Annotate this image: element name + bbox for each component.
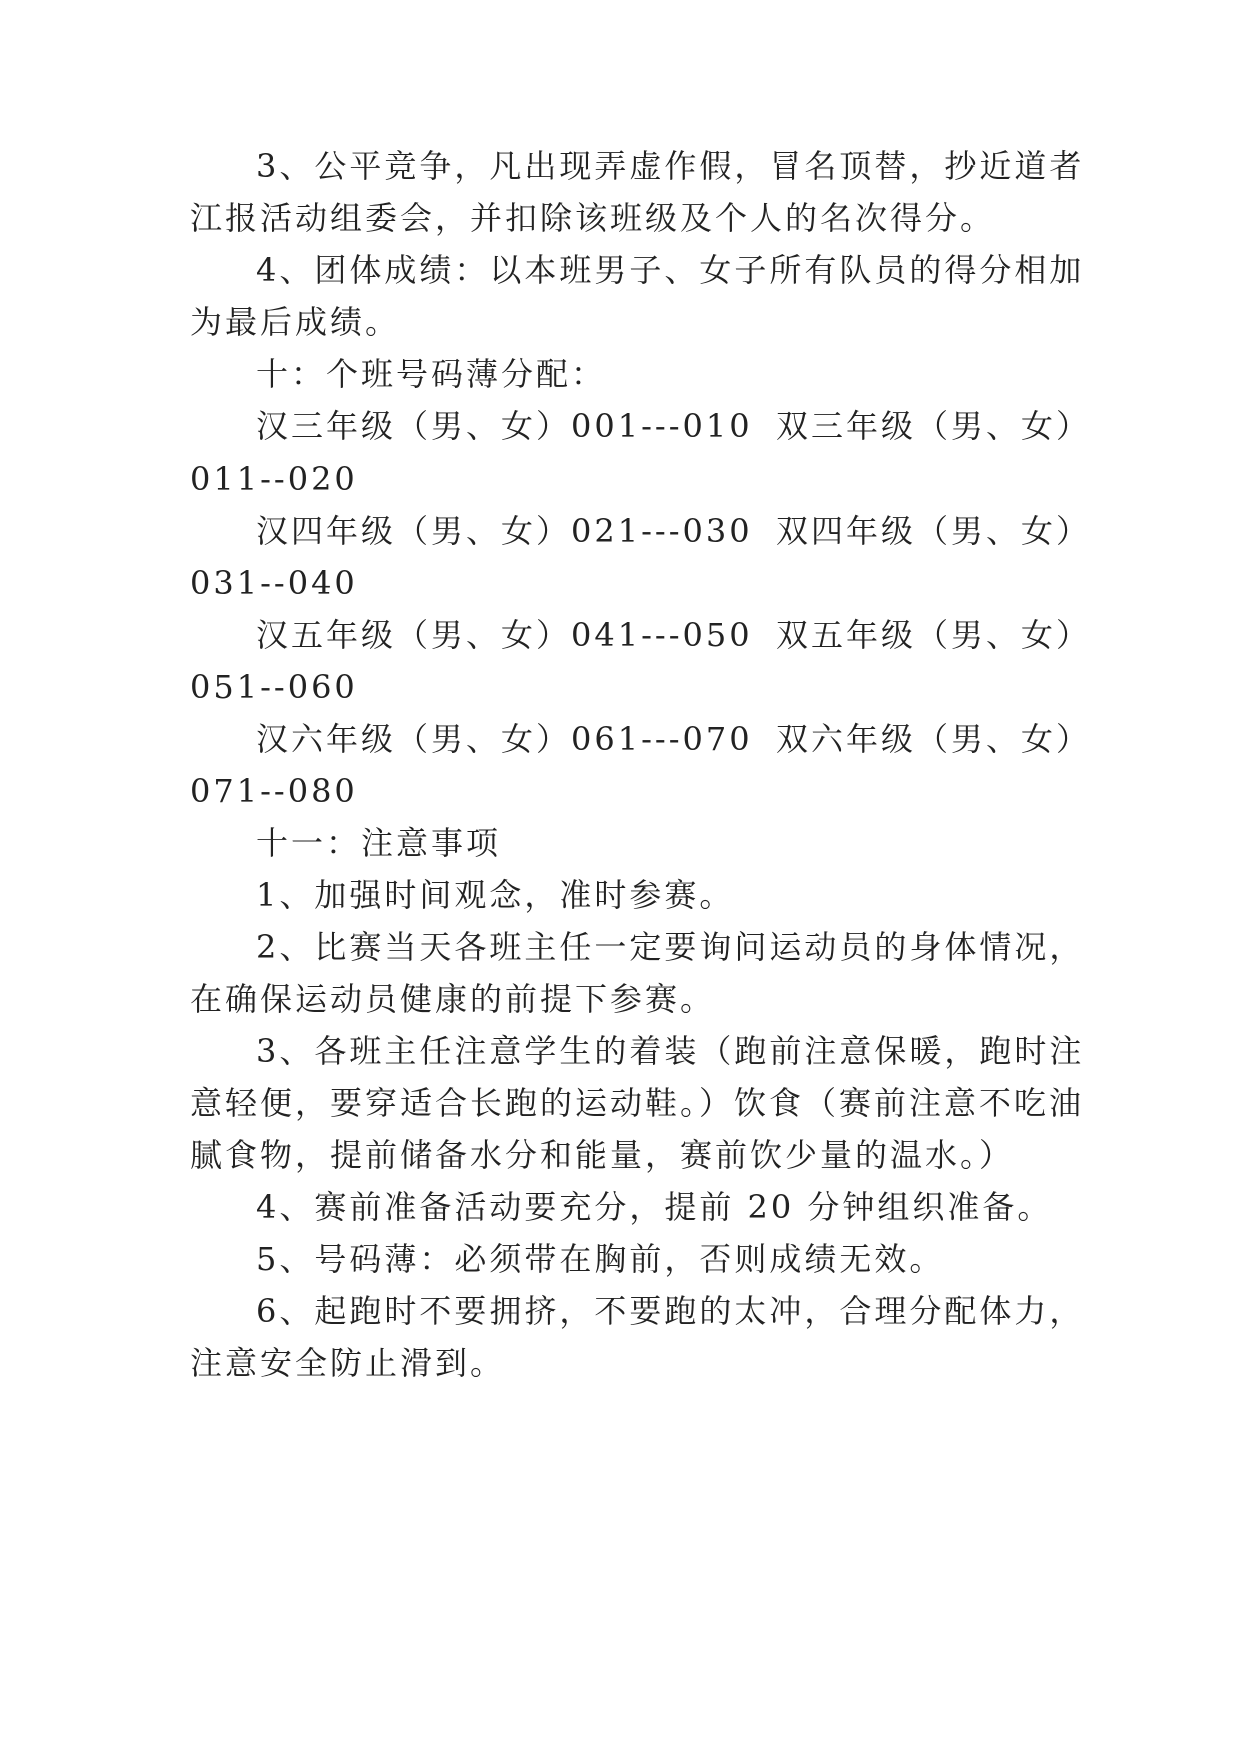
rule-3-line-1: 3、公平竞争，凡出现弄虚作假，冒名顶替，抄近道者 — [256, 147, 1085, 185]
shuang-grade-3: 双三年级（男、女） — [776, 407, 1092, 445]
note-3-line-1: 3、各班主任注意学生的着装（跑前注意保暖，跑时注 — [256, 1032, 1085, 1070]
section-11-heading: 十一：注意事项 — [256, 824, 502, 862]
han-grade-5: 汉五年级（男、女）041---050 — [256, 616, 753, 654]
note-3-line-3: 腻食物，提前储备水分和能量，赛前饮少量的温水。） — [190, 1136, 1015, 1174]
number-range-grade-4: 031--040 — [190, 564, 358, 602]
number-row-grade-6 — [256, 717, 1146, 761]
han-grade-3: 汉三年级（男、女）001---010 — [256, 407, 753, 445]
shuang-grade-4: 双四年级（男、女） — [776, 512, 1092, 550]
note-6-line-1: 6、起跑时不要拥挤，不要跑的太冲，合理分配体力， — [256, 1292, 1085, 1330]
number-row-grade-4 — [256, 509, 1146, 553]
note-5: 5、号码薄：必须带在胸前，否则成绩无效。 — [256, 1240, 945, 1278]
shuang-grade-5: 双五年级（男、女） — [776, 616, 1092, 654]
han-grade-4: 汉四年级（男、女）021---030 — [256, 512, 753, 550]
rule-3-line-2: 江报活动组委会，并扣除该班级及个人的名次得分。 — [190, 199, 996, 237]
number-range-grade-3: 011--020 — [190, 460, 358, 498]
note-2-line-1: 2、比赛当天各班主任一定要询问运动员的身体情况， — [256, 928, 1085, 966]
section-10-heading: 十：个班号码薄分配： — [256, 355, 607, 393]
note-4: 4、赛前准备活动要充分，提前 20 分钟组织准备。 — [256, 1188, 1053, 1226]
number-row-grade-5 — [256, 613, 1146, 657]
rule-4-line-1: 4、团体成绩：以本班男子、女子所有队员的得分相加 — [256, 251, 1085, 289]
number-range-grade-5: 051--060 — [190, 668, 358, 706]
shuang-grade-6: 双六年级（男、女） — [776, 720, 1092, 758]
number-range-grade-6: 071--080 — [190, 772, 358, 810]
note-6-line-2: 注意安全防止滑到。 — [190, 1344, 506, 1382]
rule-4-line-2: 为最后成绩。 — [190, 303, 401, 341]
han-grade-6: 汉六年级（男、女）061---070 — [256, 720, 753, 758]
note-2-line-2: 在确保运动员健康的前提下参赛。 — [190, 980, 716, 1018]
note-1: 1、加强时间观念，准时参赛。 — [256, 876, 735, 914]
number-row-grade-3 — [256, 404, 1146, 448]
note-3-line-2: 意轻便，要穿适合长跑的运动鞋。）饮食（赛前注意不吃油 — [190, 1084, 1085, 1122]
